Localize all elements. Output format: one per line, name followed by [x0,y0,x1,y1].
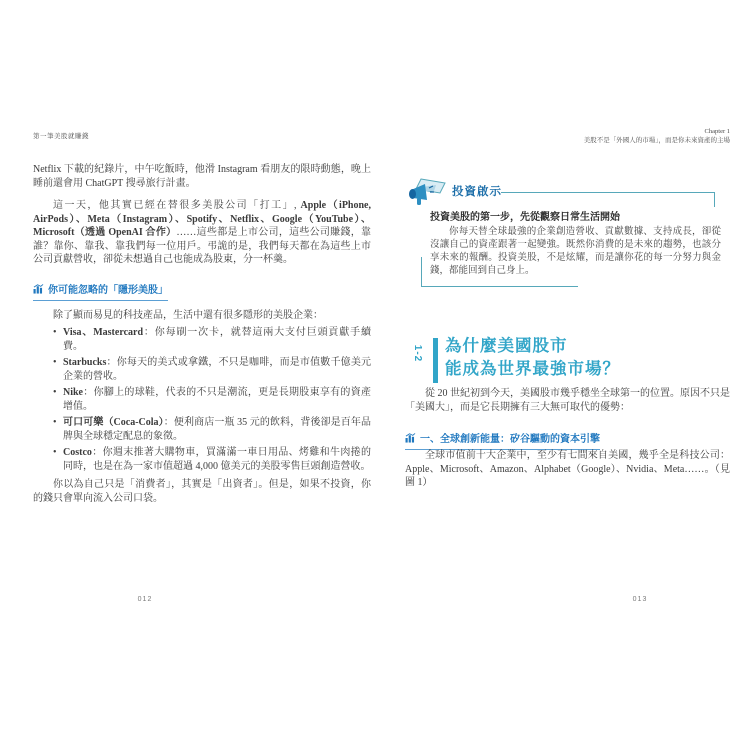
callout-title: 投資啟示 [452,186,502,198]
callout-body: 你每天替全球最強的企業創造營收、貢獻數據、支持成長，卻從沒讓自己的資產跟著一起變強。既然你消費的是未來的趨勢，也該分享未來的報酬。投資美股，不是炫耀，而是讓你花的每一分努力與金錢，都能回到自己身上。 [430,226,721,276]
section-title: 為什麼美國股市 能成為世界最強市場？ [445,337,620,378]
list-item: • Costco：你週末推著大購物車，買滿滿一車日用品、烤雞和牛肉捲的同時，也是在為一家市值超過 4,000 億美元的美股零售巨頭創造營收。 [63,446,371,473]
company-name: Nike [63,387,83,398]
chapter-label: Chapter 1 [704,128,730,135]
list-item: • Nike：你腳上的球鞋，代表的不只是潮流，更是長期股東享有的資產增值。 [63,386,371,413]
company-name: Visa、Mastercard [63,327,144,338]
title-accent-bar [433,338,438,383]
section-number: 1-2 [412,344,424,363]
bottom-left-bracket [421,257,578,287]
paragraph-netflix: Netflix 下載的紀錄片，中午吃飯時，他滑 Instagram 看朋友的限時動態，晚上睡前還會用 ChatGPT 搜尋旅行計畫。 [33,164,371,189]
section-heading-label: 你可能忽略的「隱形美股」 [48,284,168,296]
list-item: • Visa、Mastercard：你每刷一次卡，就替這兩大支付巨頭貢獻手續費。 [63,326,371,353]
brand-names: Apple（iPhone, AirPods）、Meta（Instagram）、Spotify、Netflix、Google（YouTube）、Microsoft（透過 OpenAI 合作） [33,200,371,238]
megaphone-icon [407,178,447,212]
right-page-number: 013 [632,596,648,603]
company-name: 可口可樂（Coca-Cola） [63,417,164,428]
left-page-number: 012 [137,596,153,603]
right-running-head [405,128,730,145]
left-page [33,163,371,505]
investment-tip-box [405,176,730,291]
bar-chart-icon [405,433,416,447]
paragraph-working-for-stocks: 這一天，他其實已經在替很多美股公司「打工」, Apple（iPhone, AirPods）、Meta（Instagram）、Spotify、Netflix、Google（YouTube）、Microsoft（透過 OpenAI 合作）……這些都是上市公司，這些公司賺錢，靠誰？靠你、靠我、靠我們每一位用戶。弔詭的是，我們每天都在為這些上市公司貢獻營收，卻從未想過自己也能成為股東，分一杯羹。 [33,200,372,265]
company-name: Costco [63,447,92,458]
list-item: • Starbucks：你每天的美式或拿鐵，不只是咖啡，而是市值數千億美元企業的營收。 [63,356,371,383]
left-running-head: 第一筆美股就賺錢 [33,133,89,140]
list-item: • 可口可樂（Coca-Cola）：便利商店一瓶 35 元的飲料，背後卻是百年品牌與全球穩定配息的象徵。 [63,416,371,443]
section-intro: 從 20 世紀初到今天，美國股市幾乎穩坐全球第一的位置。原因不只是「美國大」，而是它長期擁有三大無可取代的優勢： [405,388,730,413]
hidden-stocks-list [33,326,371,473]
bar-chart-icon [33,284,44,298]
section-1-2-title [405,335,730,387]
closing-paragraph: 你以為自己只是「消費者」，其實是「出資者」。但是，如果不投資，你的錢只會單向流入公司口袋。 [33,479,371,504]
subsection-heading-label: 一、全球創新能量：矽谷驅動的資本引擎 [420,434,600,445]
hidden-stocks-intro: 除了顯而易見的科技產品，生活中還有很多隱形的美股企業： [53,309,323,321]
subsection-heading-innovation [405,433,600,450]
callout-subtitle: 投資美股的第一步，先從觀察日常生活開始 [430,212,620,223]
company-name: Starbucks [63,357,107,368]
subsection-body: 全球市值前十大企業中，至少有七間來自美國，幾乎全是科技公司：Apple、Microsoft、Amazon、Alphabet（Google）、Nvidia、Meta……。（見圖 1） [405,450,730,488]
chapter-title: 美股不是「外國人的市場」，而是你未來資產的主場 [583,136,730,144]
top-right-bracket [501,192,715,207]
section-heading-hidden-stocks [33,284,168,301]
